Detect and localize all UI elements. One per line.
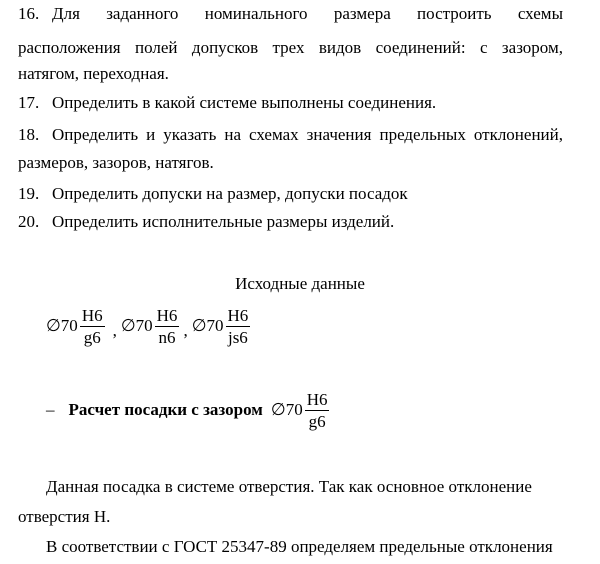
fit-1-hole: H6 <box>81 305 103 325</box>
fit-2-hole: H6 <box>156 305 178 325</box>
fit-separator-2: , <box>183 321 188 340</box>
item-17-number: 17. <box>18 93 40 112</box>
fit-2-shaft: n6 <box>158 327 176 347</box>
item-16-line-3: натягом, переходная. <box>18 64 169 83</box>
calculation-shaft: g6 <box>308 411 326 431</box>
item-19-text: Определить допуски на размер, допуски посадок <box>52 184 408 203</box>
calculation-heading <box>46 388 329 432</box>
calculation-dash: – <box>46 400 55 419</box>
fits-row <box>46 304 250 348</box>
item-19-number: 19. <box>18 184 40 203</box>
fit-2-fraction <box>155 306 180 347</box>
fit-3-shaft: js6 <box>227 327 248 347</box>
fit-1-diameter: ∅70 <box>46 316 78 335</box>
paragraph-line-2: отверстия H. <box>18 507 111 526</box>
item-16-line-2: расположения полей допусков трех видов соединений: с зазором, <box>18 38 563 57</box>
item-18-text-1: Определить и указать на схемах значения предельных отклонений, <box>52 125 563 144</box>
fit-3-diameter: ∅70 <box>191 316 224 335</box>
item-20-text: Определить исполнительные размеры изделий. <box>52 212 395 231</box>
paragraph-line-1: Данная посадка в системе отверстия. Так как основное отклонение <box>46 477 532 496</box>
item-20 <box>18 212 563 232</box>
item-18-number: 18. <box>18 125 40 144</box>
fit-3-fraction <box>226 306 251 347</box>
calculation-diameter: ∅70 <box>270 400 303 419</box>
fit-2-diameter: ∅70 <box>120 316 153 335</box>
fit-1-fraction <box>80 306 105 347</box>
item-17 <box>18 93 563 113</box>
item-19 <box>18 184 563 204</box>
calculation-hole: H6 <box>306 389 328 409</box>
paragraph-line-3: В соответствии с ГОСТ 25347-89 определяем предельные отклонения <box>46 537 553 556</box>
item-17-text: Определить в какой системе выполнены соединения. <box>52 93 437 112</box>
fit-separator-1: , <box>112 321 117 340</box>
item-18-line-1 <box>18 125 563 145</box>
item-16-line-1 <box>18 4 563 24</box>
item-16-number: 16. <box>18 4 40 23</box>
item-16-text-1: Для заданного номинального размера построить схемы <box>52 4 563 23</box>
fit-3-hole: H6 <box>227 305 249 325</box>
calculation-title: Расчет посадки с зазором <box>68 400 263 419</box>
item-20-number: 20. <box>18 212 40 231</box>
item-18-line-2: размеров, зазоров, натягов. <box>18 153 214 172</box>
calculation-fraction <box>305 390 330 431</box>
initial-data-heading: Исходные данные <box>235 274 365 293</box>
fit-1-shaft: g6 <box>83 327 101 347</box>
